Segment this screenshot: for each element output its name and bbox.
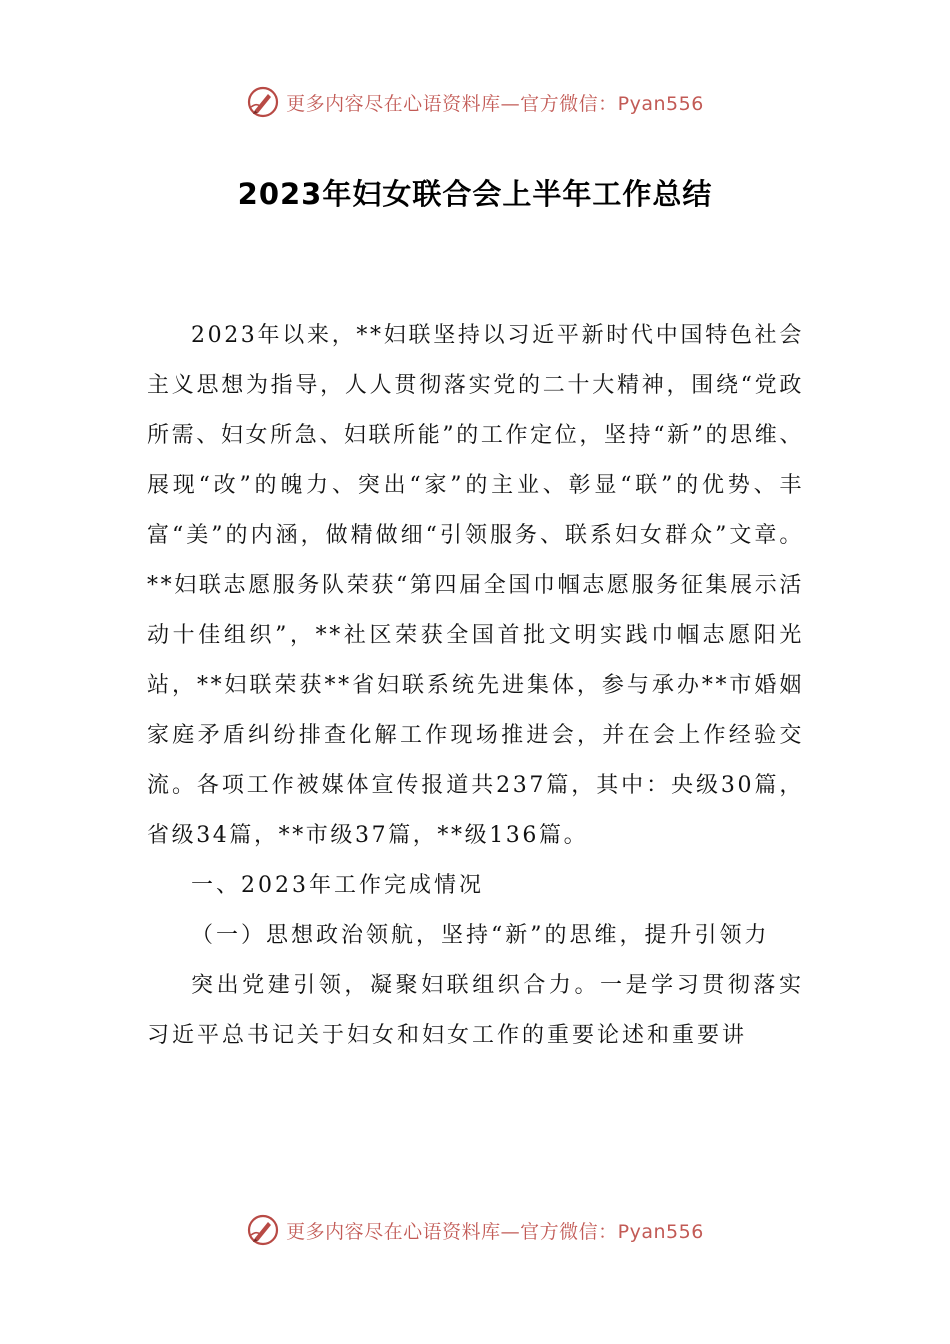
footer-banner-text [286, 1217, 704, 1244]
paragraph-party-building: 突出党建引领，凝聚妇联组织合力。一是学习贯彻落实习近平总书记关于妇女和妇女工作的重要论述和重要讲 [147, 973, 804, 1048]
section-heading: 一、2023年工作完成情况 [191, 873, 484, 898]
footer-banner [0, 1210, 950, 1250]
header-banner-label: 更多内容尽在心语资料库—官方微信： [286, 92, 618, 115]
header-banner [0, 82, 950, 122]
document-body [147, 311, 804, 1061]
header-banner-text [286, 89, 704, 116]
header-banner-brand: Pyan556 [617, 92, 704, 115]
footer-banner-content [246, 1213, 704, 1247]
header-banner-content [246, 85, 704, 119]
pen-writing-logo-icon [246, 85, 280, 119]
paragraph-intro: 2023年以来，**妇联坚持以习近平新时代中国特色社会主义思想为指导，人人贯彻落实党的二十大精神，围绕“党政所需、妇女所急、妇联所能”的工作定位，坚持“新”的思维、展现“改”的魄力、突出“家”的主业、彰显“联”的优势、丰富“美”的内涵，做精做细“引领服务、联系妇女群众”文章。**妇联志愿服务队荣获“第四届全国巾帼志愿服务征集展示活动十佳组织”，**社区荣获全国首批文明实践巾帼志愿阳光站，**妇联荣获**省妇联系统先进集体，参与承办**市婚姻家庭矛盾纠纷排查化解工作现场推进会，并在会上作经验交流。各项工作被媒体宣传报道共237篇，其中：央级30篇，省级34篇，**市级37篇，**级136篇。 [147, 323, 804, 848]
footer-banner-label: 更多内容尽在心语资料库—官方微信： [286, 1220, 618, 1243]
pen-writing-logo-icon [246, 1213, 280, 1247]
subsection-heading: （一）思想政治领航，坚持“新”的思维，提升引领力 [191, 923, 770, 948]
document-title: 2023年妇女联合会上半年工作总结 [237, 177, 713, 211]
footer-banner-brand: Pyan556 [617, 1220, 704, 1243]
